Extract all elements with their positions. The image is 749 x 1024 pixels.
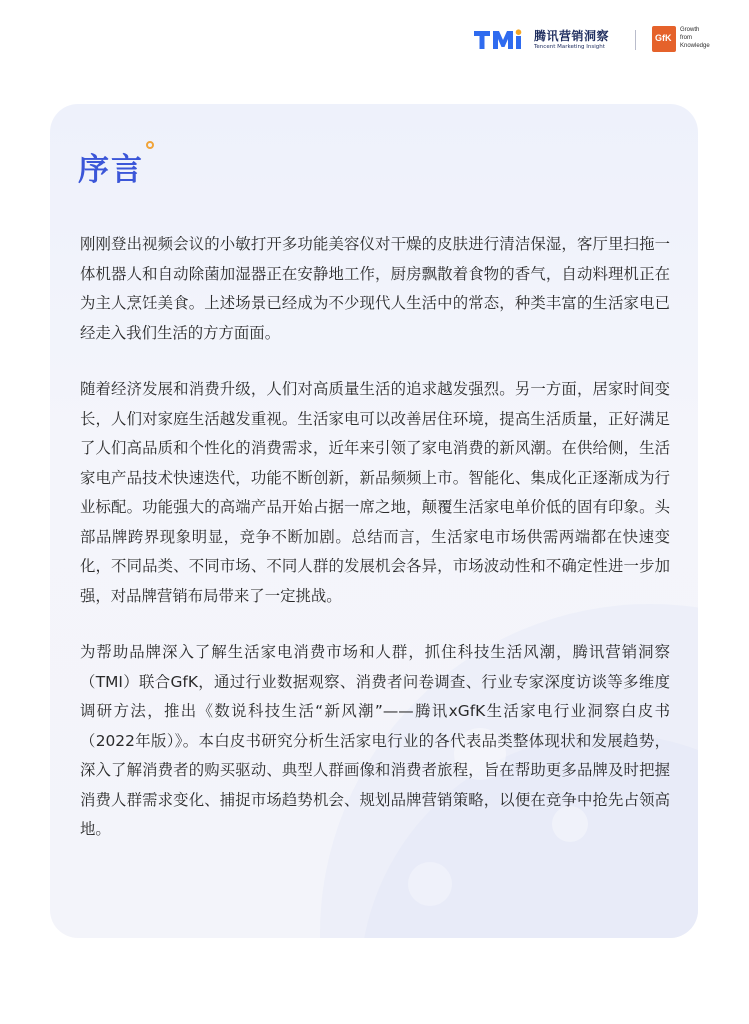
paragraph: 随着经济发展和消费升级，人们对高质量生活的追求越发强烈。另一方面，居家时间变长，人们对家庭生活越发重视。生活家电可以改善居住环境，提高生活质量，正好满足了人们高品质和个性化的消费需求，近年来引领了家电消费的新风潮。在供给侧，生活家电产品技术快速迭代，功能不断创新，新品频频上市。智能化、集成化正逐渐成为行业标配。功能强大的高端产品开始占据一席之地，颠覆生活家电单价低的固有印象。头部品牌跨界现象明显，竞争不断加剧。总结而言，生活家电市场供需两端都在快速变化，不同品类、不同市场、不同人群的发展机会各异，市场波动性和不确定性进一步加强，对品牌营销布局带来了一定挑战。 xyxy=(80,380,670,605)
preface-body xyxy=(80,230,670,872)
paragraph: 刚刚登出视频会议的小敏打开多功能美容仪对干燥的皮肤进行清洁保湿，客厅里扫拖一体机器人和自动除菌加湿器正在安静地工作，厨房飘散着食物的香气，自动料理机正在为主人烹饪美食。上述场景已经成为不少现代人生活中的常态，种类丰富的生活家电已经走入我们生活的方方面面。 xyxy=(80,235,670,342)
page-title: 序言 xyxy=(78,152,144,188)
tmi-brand-en: Tencent Marketing Insight xyxy=(534,44,605,50)
tmi-logo xyxy=(474,28,530,52)
header-divider xyxy=(635,30,636,50)
preface-card xyxy=(50,104,698,938)
header xyxy=(474,22,724,58)
title-accent-dot xyxy=(146,141,154,149)
gfk-logo xyxy=(652,26,676,52)
tmi-brand-cn: 腾讯营销洞察 xyxy=(534,29,610,43)
paragraph: 为帮助品牌深入了解生活家电消费市场和人群，抓住科技生活风潮，腾讯营销洞察（TMI）联合GfK，通过行业数据观察、消费者问卷调查、行业专家深度访谈等多维度调研方法，推出《数说科技生活“新风潮”——腾讯xGfK生活家电行业洞察白皮书（2022年版）》。本白皮书研究分析生活家电行业的各代表品类整体现状和发展趋势，深入了解消费者的购买驱动、典型人群画像和消费者旅程，旨在帮助更多品牌及时把握消费人群需求变化、捕捉市场趋势机会、规划品牌营销策略，以便在竞争中抢先占领高地。 xyxy=(80,643,670,838)
gfk-tagline-line: Growth xyxy=(680,27,700,33)
gfk-tagline-line: from xyxy=(680,35,692,41)
gfk-logo-text: GfK xyxy=(655,33,672,43)
gfk-tagline-line: Knowledge xyxy=(680,43,710,49)
gfk-tagline xyxy=(680,26,710,50)
